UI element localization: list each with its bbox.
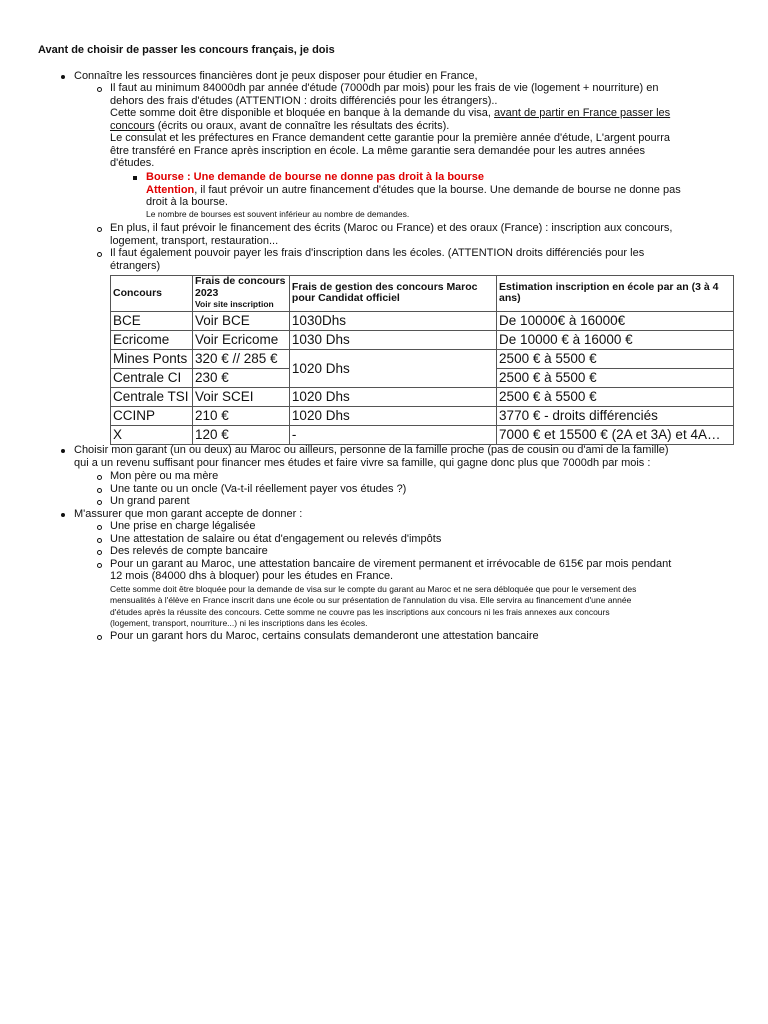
table-header-row (111, 276, 734, 312)
text-line: Il faut au minimum 84000dh par année d'étude (7000dh par mois) pour les frais de vie (logement + nourriture) en (110, 82, 659, 94)
table-row (111, 349, 734, 368)
header-gestion: Frais de gestion des concours Maroc pour Candidat officiel (289, 276, 496, 312)
table-row (111, 406, 734, 425)
cell-gestion: 1020 Dhs (289, 349, 496, 387)
cell-estimation: 3770 € - droits différenciés (497, 406, 734, 425)
cell-gestion: 1030Dhs (289, 311, 496, 330)
underlined-text: concours (110, 119, 155, 132)
text-line: Il faut également pouvoir payer les frais d'inscription dans les écoles. (ATTENTION droits différenciés pour les (110, 247, 645, 259)
sublist-financing (110, 222, 735, 272)
cell-frais: Voir BCE (192, 311, 289, 330)
header-estimation: Estimation inscription en école par an (3 à 4 ans) (497, 276, 734, 312)
text-line: logement, transport, restauration... (110, 234, 279, 247)
cell-gestion: 1020 Dhs (289, 406, 496, 425)
list-item (74, 444, 734, 469)
fees-table (110, 275, 734, 445)
list-item (110, 558, 735, 630)
header-frais-sub: Voir site inscription (194, 299, 274, 309)
sublist-bourse (146, 171, 736, 220)
section-garant (74, 444, 734, 469)
list-item: Des relevés de compte bancaire (110, 545, 735, 558)
list-item (110, 247, 735, 272)
cell-frais: 210 € (192, 406, 289, 425)
cell-concours: Mines Ponts (111, 349, 193, 368)
cell-frais: Voir Ecricome (192, 330, 289, 349)
section-documents (74, 508, 734, 521)
list-item: Pour un garant hors du Maroc, certains consulats demanderont une attestation bancaire (110, 630, 735, 643)
cell-frais: 230 € (192, 368, 289, 387)
note-line: Cette somme doit être bloquée pour la demande de visa sur le compte du garant au Maroc et ne sera débloquée que pour le versement des (110, 583, 637, 594)
text-line: dehors des frais d'études (ATTENTION : droits différenciés pour les étrangers).. (110, 94, 498, 107)
note-line: d'études après la réussite des concours. Cette somme ne couvre pas les inscriptions aux concours ni les frais annexes aux concours (110, 606, 610, 617)
list-item: Mon père ou ma mère (110, 470, 735, 483)
cell-frais: Voir SCEI (192, 387, 289, 406)
list-item (110, 82, 735, 170)
cell-estimation: De 10000€ à 16000€ (497, 311, 734, 330)
list-item (74, 70, 734, 83)
cell-estimation: 7000 € et 15500 € (2A et 3A) et 4A… (497, 425, 734, 444)
cell-concours: Centrale TSI (111, 387, 193, 406)
underlined-text: avant de partir en France passer les (494, 107, 671, 119)
text-line: En plus, il faut prévoir le financement des écrits (Maroc ou France) et des oraux (France) : inscription aux concours, (110, 222, 673, 234)
section-resources (74, 70, 734, 83)
sublist-documents (110, 520, 735, 642)
cell-gestion: 1030 Dhs (289, 330, 496, 349)
garant-note (110, 584, 735, 630)
note-line: (logement, transport, nourriture...) ni les inscriptions dans les écoles. (110, 618, 368, 628)
cell-estimation: 2500 € à 5500 € (497, 387, 734, 406)
list-item: Un grand parent (110, 495, 735, 508)
text-span: Cette somme doit être disponible et bloquée en banque à la demande du visa, (110, 107, 495, 119)
list-item: M'assurer que mon garant accepte de donner : (74, 508, 734, 521)
text-line: droit à la bourse. (146, 196, 228, 208)
cell-concours: X (111, 425, 193, 444)
text-line: être transféré en France après inscription en école. La même garantie sera demandée pour les autres années (110, 144, 646, 157)
cell-concours: CCINP (111, 406, 193, 425)
cell-concours: Centrale CI (111, 368, 193, 387)
cell-estimation: 2500 € à 5500 € (497, 368, 734, 387)
list-item: Une tante ou un oncle (Va-t-il réellement payer vos études ?) (110, 483, 735, 496)
cell-concours: Ecricome (111, 330, 193, 349)
table-row (111, 387, 734, 406)
text-span: (écrits ou oraux, avant de connaître les résultats des écrits). (154, 119, 450, 132)
header-frais-label: Frais de concours 2023 (194, 275, 286, 299)
table-row (111, 311, 734, 330)
cell-gestion: 1020 Dhs (289, 387, 496, 406)
cell-frais: 120 € (192, 425, 289, 444)
list-item-text: Connaître les ressources financières dont je peux disposer pour étudier en France, (74, 70, 478, 82)
bourse-title: Bourse : Une demande de bourse ne donne pas droit à la bourse (146, 171, 485, 183)
text-line (110, 120, 735, 133)
header-frais (192, 276, 289, 312)
table-row (111, 330, 734, 349)
bourse-note: Le nombre de bourses est souvent inférieur au nombre de demandes. (146, 208, 410, 219)
text-line (146, 184, 736, 197)
text-line: 12 mois (84000 dhs à bloquer) pour les études en France. (110, 570, 394, 582)
page-title: Avant de choisir de passer les concours français, je dois (38, 44, 335, 56)
text-line: d'études. (110, 157, 155, 169)
text-span: , il faut prévoir un autre financement d'études que la bourse. Une demande de bourse ne donne pas (194, 183, 681, 196)
cell-concours: BCE (111, 311, 193, 330)
list-item: Une prise en charge légalisée (110, 520, 735, 533)
list-item: Une attestation de salaire ou état d'engagement ou relevés d'impôts (110, 533, 735, 546)
cell-estimation: De 10000 € à 16000 € (497, 330, 734, 349)
text-line: Pour un garant au Maroc, une attestation bancaire de virement permanent et irrévocable de 615€ par mois pendant (110, 557, 672, 570)
text-line (110, 107, 735, 120)
sublist-resources (110, 82, 735, 170)
cell-frais: 320 € // 285 € (192, 349, 289, 368)
text-line: Le consulat et les préfectures en France demandent cette garantie pour la première année d'étude, L'argent pourra (110, 132, 671, 144)
text-line: Choisir mon garant (un ou deux) au Maroc ou ailleurs, personne de la famille proche (pas de cousin ou d'ami de la famille) (74, 444, 669, 456)
attention-label: Attention (146, 183, 195, 196)
table-row (111, 425, 734, 444)
list-item-bourse (146, 171, 736, 220)
list-item (110, 222, 735, 247)
cell-estimation: 2500 € à 5500 € (497, 349, 734, 368)
text-line: étrangers) (110, 259, 161, 272)
cell-gestion: - (289, 425, 496, 444)
text-line: qui a un revenu suffisant pour financer mes études et faire vivre sa famille, qui gagne donc plus que 7000dh par mois : (74, 456, 651, 469)
note-line: mensualités à l'élève en France inscrit dans une école ou sur présentation de l'annulation du visa. Elle servira au financement d'une année (110, 595, 632, 605)
header-concours: Concours (111, 276, 193, 312)
sublist-garant (110, 470, 735, 508)
